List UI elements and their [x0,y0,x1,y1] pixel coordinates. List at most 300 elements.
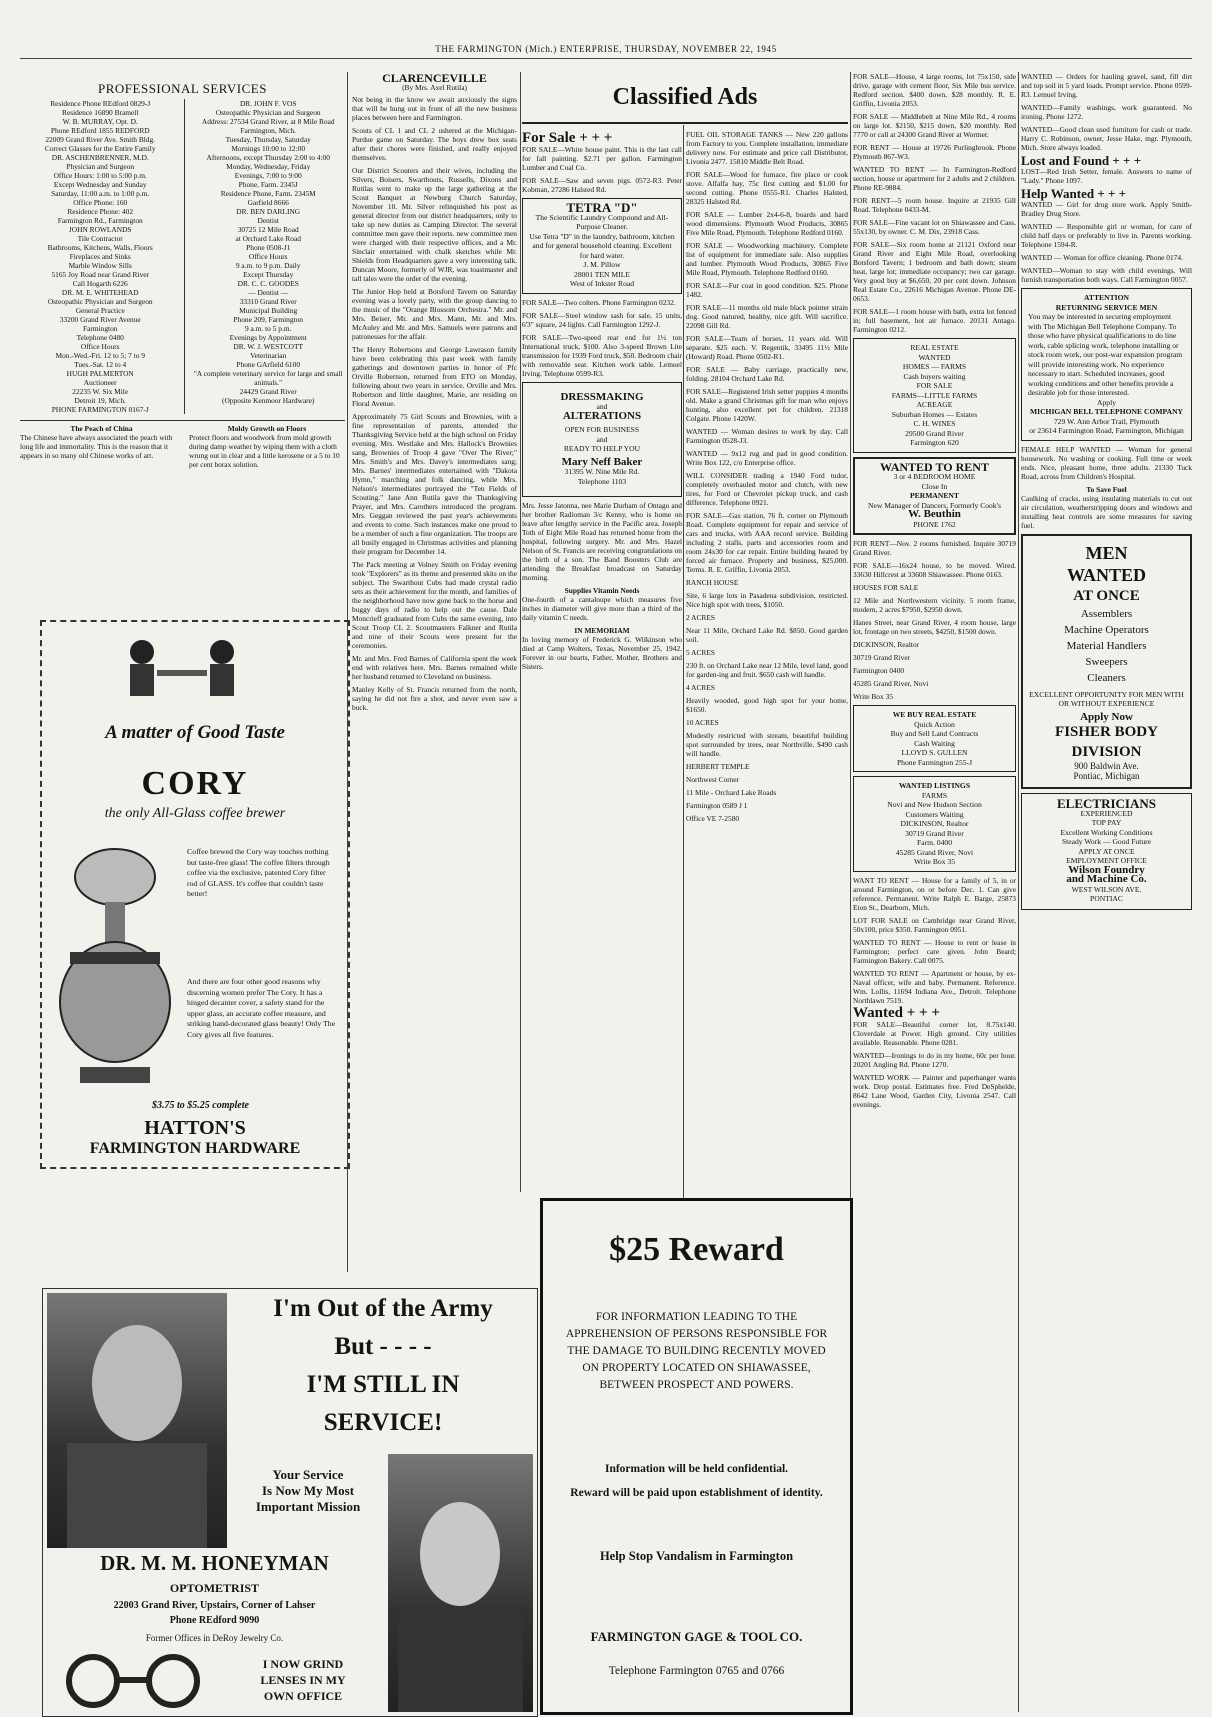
classified-ad: FOR SALE—Wood for furnace, fire place or cook stove. Alfalfa hay, 75c first cutting and $1.00 for second cutting. Phone 0555-R1. Charles Halsted, 28325 Halsted Rd. [686,170,848,206]
wanted-header: Wanted + + + [853,1004,940,1021]
classified-ad: Northwest Corner [686,775,740,784]
professional-line: 33310 Grand River [239,297,297,306]
classified-ad: WANTED TO RENT — In Farmington-Redford section, house or apartment for 2 adults and 2 children. Phone RE-9884. [853,165,1016,192]
professional-line: HUGH PALMERTON [66,369,134,378]
reward-conf2: Reward will be paid upon establishment of identity. [570,1487,823,1499]
classified-ad: FOR SALE — Middlebelt at Nine Mile Rd., 4 rooms on large lot. $2150, $215 down, $20 monthly. Red 7770 or call at 24300 Grand River at Wormer. [853,112,1016,139]
classified-column-6 [1021,72,1192,1712]
classified-ad: 5 ACRES [686,648,715,657]
classified-ad: 30719 Grand River [853,653,911,662]
men-l2: WANTED [1066,564,1146,585]
men-l1: MEN [1085,542,1128,563]
classified-list-5c [853,876,1016,1005]
men-apply: Apply Now [1080,710,1133,723]
soldier-portrait [47,1293,227,1548]
classified-ad: 45285 Grand River, Novi [853,679,929,688]
dress-l1: DRESSMAKING [560,390,644,403]
professional-line: Mornings 10:00 to 12:00 [231,144,306,153]
professional-line: 30725 12 Mile Road [237,225,299,234]
honey-phone: Phone REdford 9090 [169,1615,260,1626]
professional-line: Except Wednesday and Sunday [53,180,147,189]
professional-line: Phone 0508-J1 [246,243,291,252]
news-paragraph: Scouts of CL 1 and CL 2 ushered at the Michigan-Purdue game on Saturday. The boys drew box seats after their chores were finished, and really enjoyed themselves. [352,126,517,162]
professional-line: Bathrooms, Kitchens, Walls, Floors [47,243,153,252]
classified-ad: Farmington 0589 J 1 [686,801,748,810]
professional-line: DR. JOHN F. VOS [239,99,297,108]
professional-line: Mon.-Wed.-Fri. 12 to 5; 7 to 9 [55,351,145,360]
professional-line: Detroit 19, Mich. [74,396,126,405]
cory-sub: the only All-Glass coffee brewer [104,806,286,821]
professional-left [20,99,185,414]
classified-ad: FOR SALE—Two colters. Phone Farmington 0232. [522,297,676,307]
cory-tagline: A matter of Good Taste [105,722,285,743]
professional-line: Afternoons, except Thursday 2:00 to 4:00 [206,153,330,162]
men-excellent: EXCELLENT OPPORTUNITY FOR MEN WITH OR WITHOUT EXPERIENCE [1029,689,1184,708]
professional-line: Office Phone: 160 [73,198,128,207]
classified-ad: WANTED — Responsible girl or woman, for care of child half days or preferably to live in. Parents working. Telephone 1594-R. [1021,222,1192,249]
we-buy-line: Buy and Sell Land Contracts [890,729,979,738]
classified-ad: WANTED — Woman for office cleaning. Phone 0174. [1021,253,1183,262]
real-estate-wanted-line: FOR SALE [916,381,953,390]
professional-line: Telephone 0480 [76,333,124,342]
wtr-l1: 3 or 4 BEDROOM HOME [893,472,976,481]
classified-ad: WANTED—Good clean used furniture for cash or trade. Harry C. Robinson, owner, Jesse Hake, mgr. Plymouth, Mich. Store always loaded. [1021,125,1192,152]
professional-line: Evenings by Appointment [229,333,307,342]
men-role: Sweepers [1085,655,1128,668]
classified-ad: 10 ACRES [686,718,719,727]
classified-ad: WANT TO RENT — House for a family of 5, in or around Farmington, on or before Dec. 1. Can give reference. Permanent. Write Ralph E. Barge, 25873 Eton St., Dearborn, Mich. [853,875,1016,912]
professional-line: Address: 27534 Grand River, at 8 Mile Road [201,117,335,126]
wanted-listings-line: Customers Waiting [905,809,964,819]
professional-line: Phone GArfield 6100 [236,360,301,369]
couple-illustration [102,630,262,700]
professional-line: Auctioneer [83,378,117,387]
classified-ad: Heavily wooded, good high spot for your home, $1650. [686,696,848,714]
news-paragraph: The Pack meeting at Volney Smith on Friday evening took "Explorers" as its theme and presented skits on the subject. The Swarthout Cubs had made crystal radio sets as their achievement for the month, and families of the neighborhood have now gone back to the horse and buggy days of radio to help out the cause. Dale Moncrieff graduated from Cubs the same evening, into Scout Troop CL 2. Scoutmasters Falkner and Rutila and nine of their Scouts were present for the ceremonies. [352,560,517,650]
professional-line: (Opposite Kenmoor Hardware) [222,396,315,405]
professional-line: W. B. MURRAY, Opt. D. [62,117,138,126]
jatonna-news: Mrs. Jesse Jatonna, nee Marie Durham of Ontago and her brother Radioman 3/c Kenny, who is home on leave after lengthy service in the Pacific area. Joseph Toth of Eight Mile Road has returned home from the hospital, following surgery. Mr. and Mrs. Hazel Nelson of St. Francis are receiving congratulations on the birth of a son. The Band Boosters Club are attending the Breakfast broadcast on Saturday morning. [522,501,682,582]
eyeglasses-icon [53,1651,213,1711]
classified-ad: FOR SALE—Fur coat in good condition. $25. Phone 1482. [686,281,848,299]
elec-l1: EXPERIENCED [1080,808,1133,818]
classified-ad: FOR SALE—Registered Irish setter puppies 4 months old. Make a grand Christmas gift for man who enjoys hunting, also excellent pet for children. 21318 Colgate. Phone 1420W. [686,387,848,423]
wanted-listings-line: 30719 Grand River [905,828,964,838]
elec-l6: EMPLOYMENT OFFICE [1066,856,1147,865]
dress-l3: ALTERATIONS [562,409,642,422]
store-name: HATTON'S [144,1117,246,1139]
moldy-item [189,424,345,469]
elec-l2: TOP PAY [1091,818,1122,827]
wanted-listings-line: Farm. 0400 [916,838,952,847]
store-name-2: FARMINGTON HARDWARE [89,1140,301,1157]
for-sale-list-a [522,145,682,194]
soldier-photo [47,1293,227,1548]
professional-line: Call Hogarth 6226 [72,279,128,288]
attention-title: ATTENTION [1083,293,1129,302]
wtr-l2: Close In [921,481,948,491]
tetra-line: 28001 TEN MILE [574,269,630,279]
classified-ad: Write Box 35 [853,692,893,701]
tetra-line: The Scientific Laundry Compound and All-Purpose Cleaner. [535,212,669,231]
professional-line: DR. M. E. WHITEHEAD [61,288,139,297]
dress-l6: READY TO HELP YOU [563,444,641,453]
real-estate-wanted-line: Cash buyers waiting [903,371,966,381]
professional-line: 22235 W. Six Mile [72,387,129,396]
classified-ad: 4 ACRES [686,683,715,692]
classified-ad: WILL CONSIDER trading a 1940 Ford tudor, completely overhauled motor and clutch, with new tires, for Ford or Chevrolet pickup truck, and cash difference. Telephone 0921. [686,471,848,507]
cory-body-1: Coffee brewed the Cory way touches nothing but taste-free glass! The coffee filters through coffee via the exclusive, patented Cory filter rod of GLASS. It's coffee that couldn't taste better! [187,847,330,899]
classified-ad: FOR RENT — House at 19726 Purlingbrook. Phone Plymouth 867-W3. [853,143,1016,161]
for-sale-header: For Sale + + + [522,130,613,146]
honey-h3: I'M STILL IN [306,1371,460,1398]
classified-header [522,74,848,124]
cory-brand: CORY [141,765,249,802]
professional-line: DR. C. C. GOODES [237,279,299,288]
peach-item [20,424,183,469]
classified-ad: 11 Mile - Orchard Lake Roads [686,788,777,797]
news-paragraph: The Junior Hop held at Botsford Tavern on Saturday evening was a lovely party, with the group dancing to the music of the "Orange Blossom Orchestra." Mr. and Mrs. Beiser, Mr. and Mrs. Mann, Mr. and Mrs. McAuley and Mr. and Mrs. Samuels were patrons and patronesses for the affair. [352,287,517,341]
female-help-ad: FEMALE HELP WANTED — Woman for general housework. No washing or cooking. Full time or week ends. Nice, pleasant home, three adults. 21330 Tuck Road, across from Children's Hospital. [1021,444,1192,481]
memoriam-title: IN MEMORIAM [574,626,630,635]
classified-ad: FOR SALE—Saw and seven pigs. 0572-R3. Peter Kobman, 27286 Halsted Rd. [522,176,682,194]
men-l3: AT ONCE [1073,587,1140,604]
professional-line: Correct Glasses for the Entire Family [44,144,156,153]
help-wanted-header: Help Wanted + + + [1021,186,1127,201]
men-role: Material Handlers [1066,639,1147,652]
classified-ad: HOUSES FOR SALE [853,583,919,592]
classified-ad: Office VE 7-2580 [686,814,740,823]
wanted-listings-ad [853,776,1016,872]
real-estate-wanted-line: WANTED [918,352,951,362]
attention-addr2: or 23614 Farmington Road, Farmington, Michigan [1029,426,1184,435]
classified-title: Classified Ads [612,84,758,110]
moldy-title: Moldy Growth on Floors [227,424,307,433]
professional-right [191,99,345,414]
attention-addr1: 729 W. Ann Arbor Trail, Plymouth [1053,416,1160,426]
classified-ad: Farmington 0400 [853,666,905,675]
classified-column-4 [686,130,848,1195]
coffee-brewer-image [50,837,180,1097]
men-role: Cleaners [1087,671,1126,684]
men-addr2: Pontiac, Michigan [1073,770,1140,781]
classified-ad: FOR SALE—Fine vacant lot on Shiawassee and Cass. 55x130, by owner. C. M. Dix, 23918 Cass. [853,218,1016,236]
honey-grind3: OWN OFFICE [263,1689,343,1703]
professional-line: Dentist [257,216,279,225]
professional-line: Saturday, 11:00 a.m. to 1:00 p.m. [51,189,150,198]
attention-ad [1021,288,1192,441]
classified-ad: Hanes Street, near Grand River, 4 room house, large lot, frontage on two streets, $4250, $1500 down. [853,618,1016,636]
wtr-l4: New Manager of Dancers, Formerly Cook's [868,500,1001,510]
tetra-ad [522,198,682,294]
professional-line: at Orchard Lake Road [235,234,301,243]
elec-title: ELECTRICIANS [1057,796,1156,811]
classified-ad: FOR SALE—16x24 house, to be moved. Wired. 33630 Hillcrest at 33608 Shiawassee. Phone 0163. [853,561,1016,579]
memoriam-text: In loving memory of Frederick G. Wilkinson who died at Camp Wolters, Texas, November 25, 1942. Forever in our hearts, Father, Mother, Brothers and Sisters. [522,635,682,671]
we-buy-line: Phone Farmington 255-J [896,757,973,767]
professional-line: PHONE FARMINGTON 0167-J [51,405,149,414]
classified-ad: FOR SALE—11 months old male black pointer strain dog. Good natured, healthy, nice gift. Will sacrifice. 22098 Gill Rd. [686,303,848,330]
real-estate-wanted-line: REAL ESTATE [910,343,959,352]
news-paragraph: Not being in the know we await anxiously the signs that will be hung out in front of all the new business places between here and Farmington. [352,95,517,122]
reward-ad [540,1198,853,1715]
attention-text: You may be interested in securing employment with The Michigan Bell Telephone Company. To those who have physical qualifications to do line work, cable splicing work, telephone installing or stock room work, our post-war expansion program will provide interesting work. No experience necessary to start. Scheduled increases, good working conditions and other benefits provide a desirable job for those interested. [1028,312,1183,397]
professional-title: PROFESSIONAL SERVICES [98,81,267,96]
cory-price: $3.75 to $5.25 complete [152,1100,249,1111]
professional-line: Municipal Building [239,306,298,315]
professional-line: Garfield 8666 [247,198,289,207]
classified-ad: FUEL OIL STORAGE TANKS — New 220 gallons from Factory to you. Complete installation, immediate delivery now. For estimate and price call Distributor, Livonia 2477. 15810 Middle Belt Road. [686,130,848,166]
professional-line: Monday, Wednesday, Friday [226,162,311,171]
classified-ad: FOR RENT—Nov. 2 rooms furnished. Inquire 30719 Grand River. [853,539,1016,557]
masthead: THE FARMINGTON (Mich.) ENTERPRISE, THURSDAY, NOVEMBER 22, 1945 [435,44,777,54]
honey-addr: 22003 Grand River, Upstairs, Corner of Lahser [113,1600,316,1611]
professional-line: 33200 Grand River Avenue [59,315,141,324]
classified-ad: WANTED — Woman desires to work by day. Call Farmington 0528-J3. [686,427,848,445]
wtr-phone: PHONE 1762 [913,519,956,529]
classified-ad: Modestly restricted with stream, beautiful building spot surrounded by trees, near Northville. $490 cash will handle. [686,731,848,758]
reward-slogan: Help Stop Vandalism in Farmington [599,1549,794,1563]
classified-ad: WANTED—Woman to stay with child evenings. Will furnish transportation both ways. Call Farmington 0057. [1021,266,1192,284]
classified-ad: WANTED—Family washings, work guaranteed. No ironing. Phone 1272. [1021,103,1192,121]
professional-line: 24429 Grand River [239,387,297,396]
men-role: Assemblers [1080,607,1133,620]
professional-line: "A complete veterinary service for large and small animals." [193,369,343,387]
elec-company1: Wilson Foundry [1068,863,1145,876]
lost-ad: LOST—Red Irish Setter, female. Answers to name of "Lady." Phone 1097. [1021,167,1192,185]
news-paragraph: Our District Scouters and their wives, including the Silvers, Boisers, Swarthouts, Russells, Dixons and Rutilas went to make up the large gathering at the Scout Banquet at Newburg Church Saturday, November 10. Mr. Silver relinquished his post as general director from our district headquarters, only to take up new duties as Camping Director. The several committee men gave their reports. new committee men were charged with their respective offices, and a Mr. Sinclair entertained with chalk sketches while Mr. Shields from Headquarters gave a very interesting talk. Duncan Moore, formerly of WJR, was toastmaster and tall tales were the order of the evening. [352,166,517,283]
elec-l4: Steady Work — Good Future [1061,837,1152,846]
classified-ad: FOR SALE—Two-speed rear end for 1½ ton International truck, $100. Also 3-speed Brown Lite transmission for 1939 Ford truck, $50. Bedroom chair with removable seat. Kitchen work table. Lemuel Irving. Telephone 0599-R3. [522,332,682,378]
real-estate-wanted-line: Suburban Homes — Estates [891,409,978,419]
elec-company2: and Machine Co. [1066,873,1147,885]
professional-line: 5165 Joy Road near Grand River [51,270,149,279]
professional-line: Residence Phone: 402 [67,207,134,216]
save-fuel-text: Caulking of cracks, using insulating materials to cut out air circulation, weatherstripping doors and windows and installing heat controls are some measures for saving fuel. [1021,493,1192,530]
classified-list-5b [853,539,1016,701]
clarenceville-byline: (By Mrs. Axel Rutila) [402,83,467,92]
tetra-line: Use Tetra "D" in the laundry, bathroom, kitchen and for general household cleaning. Excellent for hard water. [529,231,675,260]
elec-l5: APPLY AT ONCE [1078,846,1135,856]
tetra-line: J. M. Pillow [583,260,621,269]
honey-h4: SERVICE! [323,1409,443,1436]
help-wanted-list [1021,200,1192,284]
news-paragraph: Approximately 75 Girl Scouts and Brownies, with a fine representation of parents, attended the Thanksgiving Service held at the high school on Friday evening. Mrs. Westlake and Mrs. Hallock's Brownies sang, Brownies of Troop 4 gave "Over The River;" Mrs. Smith's and Mrs. Davey's intermediates sang; Mrs. Barnes' intermediates entertained with "Dakota Hymn," marching and folk dancing, while Mrs. Nelson's intermediates portrayed the "Ten Fields of Scouting." Jane Ann Rutila gave the Thanksgiving Prayer, and Mrs. Carothers introduced the program. Mrs. Geggan reviewed the past year's achievements and events to come. Such instances make one proud to be a member of such a fine organization. The troops are all busily engaged in Christmas activities and planning their program for December 14. [352,412,517,556]
wanted-listings-title: WANTED LISTINGS [898,781,971,790]
reward-body: FOR INFORMATION LEADING TO THE APPREHENSION OF PERSONS RESPONSIBLE FOR THE DAMAGE TO BUILDING RECENTLY MOVED ON PROPERTY LOCATED ON SHIAWASSEE, BETWEEN PROSPECT AND POWERS. [565,1311,828,1391]
honey-title: OPTOMETRIST [169,1581,260,1595]
peach-text: The Chinese have always associated the peach with long life and immortality. This is the reason that it appears in so many old Chinese works of art. [20,433,173,460]
honey-h2: But - - - - [334,1333,432,1360]
reward-phone: Telephone Farmington 0765 and 0766 [608,1665,785,1677]
classified-column-3 [522,130,682,1195]
cory-ad [40,620,350,1169]
classified-list-4 [686,130,848,823]
professional-line: Marble Window Sills [68,261,132,270]
men-roles [1027,606,1186,686]
professional-line: Tile Contractor [77,234,123,243]
we-buy-line: Quick Action [914,719,955,729]
professional-line: Physician and Surgeon [66,162,135,171]
classified-list-5a [853,72,1016,334]
wtr-title: WANTED TO RENT [880,459,989,474]
professional-line: Residence Phone REdford 0829-J [50,99,151,108]
professional-line: DR. W. J. WESTCOTT [233,342,304,351]
we-buy-ad [853,705,1016,772]
classified-ad: FOR SALE—White house paint. This is the last call for fall painting. $2.71 per gallon. Farmington Lumber and Coal Co. [522,145,682,172]
wanted-to-rent-ad [853,457,1016,536]
classified-ad: WANTED — Orders for hauling gravel, sand, fill dirt and top soil in 5 yard loads. Prompt service. Phone 0599-R3. Lemuel Irving. [1021,72,1192,99]
classified-ad: FOR SALE — Baby carriage, practically new, folding. 28104 Orchard Lake Rd. [686,365,848,383]
honey-former: Former Offices in DeRoy Jewelry Co. [145,1633,284,1643]
classified-ad: FOR SALE—Gas station, 76 ft. corner on Plymouth Road. Complete equipment for repair and service of cars and trucks, with AAA record service. Building including 2 stalls, parts and accessories room and room 24x30 for car repair. Entire building heated by forced air furnace. Property and business, $25,000. Terms. R. E. Griffin, Livonia 2053. [686,511,848,574]
honey-mission3: Important Mission [255,1499,361,1514]
professional-line: Office Hours [248,252,288,261]
real-estate-wanted-line: HOMES — FARMS [902,362,967,371]
column-rule [520,72,521,1192]
professional-line: 9 a.m. to 9 p.m. Daily [235,261,301,270]
professional-line: Farmington Rd., Farmington [57,216,143,225]
classified-ad: FOR SALE—Team of horses, 11 years old. Will separate. $25 each. V. Regentik, 33495 11½ Mile (Howard) Road. Phone 0502-R1. [686,334,848,361]
real-estate-wanted-ad [853,338,1016,453]
classified-ad: DICKINSON, Realtor [853,640,920,649]
classified-ad: FOR SALE—Beautiful corner lot, 8.75x140. Cloverdale at Power. High ground. City utilities available. Reasonable. Phone 0281. [853,1019,1016,1047]
reward-conf1: Information will be held confidential. [604,1463,789,1475]
professional-services [20,80,345,469]
professional-line: Farmington [82,324,118,333]
dressmaking-ad [522,382,682,498]
classified-ad: HERBERT TEMPLE [686,762,750,771]
reward-title: $25 Reward [609,1231,784,1268]
professional-line: Veterinarian [250,351,287,360]
elec-addr2: PONTIAC [1090,894,1123,903]
professional-line: Office Hours [80,342,120,351]
classified-ad: FOR SALE — Lumber 2x4-6-8, boards and hard wood dimensions. Plymouth Wood Products, 30865 Five Mile Road, Plymouth. Telephone Redford 0160. [686,210,848,237]
real-estate-wanted-line: FARMS—LITTLE FARMS [891,390,978,400]
column-rule [683,125,684,1200]
tetra-title: TETRA "D" [566,200,638,215]
lost-found-header: Lost and Found + + + [1021,153,1142,168]
professional-line: Osteopathic Physician and Surgeon [47,297,153,306]
peach-title: The Peach of China [70,424,133,433]
classified-list-6 [1021,72,1192,152]
men-addr1: 900 Baldwin Ave. [1074,761,1139,771]
elec-addr1: WEST WILSON AVE. [1071,884,1142,894]
professional-line: Fireplaces and Sinks [69,252,131,261]
we-buy-line: Cash Waiting [914,738,955,748]
professional-line: Except Thursday [243,270,294,279]
vitamin-title: Supplies Vitamin Needs [564,586,640,595]
clarenceville-column [352,74,517,1274]
wtr-l3: PERMANENT [910,491,959,500]
save-fuel-title: To Save Fuel [1086,484,1127,494]
professional-line: Office Hours: 1:00 to 5:00 p.m. [53,171,147,180]
professional-line: Evenings, 7:00 to 9:00 [234,171,302,180]
classified-ad: FOR SALE—Steel window sash for sale, 15 units, 6'3" square, 24 lights. Call Farmington 1292-J. [522,310,682,329]
professional-line: General Practice [75,306,125,315]
news-paragraph: Mr. and Mrs. Fred Barnes of California spent the week end with relatives here. Mrs. Barnes remained while her husband returned to Cleveland on business. [352,654,517,681]
men-company1: FISHER BODY [1055,724,1158,740]
classified-ad: Site, 6 large lots in Pasadena subdivision, restricted. Nice high spot with trees, $1050. [686,591,848,609]
professional-line: Phone, Farm. 2345J [238,180,298,189]
wanted-listings-line: FARMS [921,790,948,800]
dress-tel: Telephone 1103 [577,476,627,486]
classified-ad: FOR SALE — Woodworking machinery. Complete list of equipment for immediate sale. Also supplies and lumber. Plymouth Wood Products, 30865 Five Mile Road, Plymouth. Telephone Redford 0160. [686,241,848,277]
clarenceville-body [352,95,517,712]
cory-body-2: And there are four other good reasons why discerning women prefer The Cory. It has a hinged decanter cover, a safety stand for the upper glass, an accurate coffee measure, and striking hand-decorated glass beauty! Only The Cory gives all five features. [187,977,336,1039]
men-company2: DIVISION [1071,744,1142,760]
professional-line: DR. ASCHENBRENNER, M.D. [51,153,149,162]
doctor-portrait [388,1454,533,1712]
classified-ad: FOR RENT—5 room house. Inquire at 21935 Gill Road. Telephone 0433-M. [853,196,1016,214]
elec-l3: Excellent Working Conditions [1060,827,1153,837]
classified-list-5d [853,1020,1016,1109]
honey-mission2: Is Now My Most [261,1483,355,1498]
honeyman-ad [42,1288,538,1717]
classified-ad: RANCH HOUSE [686,578,739,587]
classified-ad: FOR SALE—House, 4 large rooms, lot 75x150, side drive, garage with cement floor, Six Mile bus service. Redford section. $400 down, $28 monthly. R. E. Griffin, Livonia 2053. [853,72,1016,108]
classified-ad: WANTED TO RENT — House to rent or lease in Farmington; perfect care given. John Beard; Farmington Bakery. Call 0075. [853,937,1016,965]
classified-ad: FOR SALE—Six room home at 21121 Oxford near Grand River and Eight Mile Road, overlooking Botsford Tavern; 1 bedroom and bath down; steam heat, large lot; immediate occupancy; two car garage. Very good buy at $6,650, 20 per cent down. Johnson Real Estate Co., 22616 Michigan Avenue. Phone DE-0653. [853,240,1016,303]
professional-line: Tues.-Sat. 12 to 4 [74,360,127,369]
attention-apply: Apply [1097,397,1116,407]
classified-ad: 2 ACRES [686,613,715,622]
professional-line: 9 a.m. to 5 p.m. [245,324,292,333]
classified-ad: WANTED—Ironings to do in my home, 60c per hour. 20201 Angling Rd. Phone 1270. [853,1050,1016,1069]
honey-name: DR. M. M. HONEYMAN [100,1551,329,1575]
men-wanted-ad [1021,534,1192,790]
for-sale-list-b [522,298,682,378]
classified-ad: WANTED TO RENT — Apartment or house, by ex-Naval officer, wife and baby. Permanent. Reference. Wm. Lollis, 11694 Indiana Ave., Detroit. Telephone Northlawn 7519. [853,968,1016,1005]
classified-ad: 12 Mile and Northwestern vicinity. 5 room frame, modern, 2 acres $7950, $2950 down. [853,596,1016,614]
wanted-listings-line: Novi and New Hudson Section [887,800,982,809]
attention-sub: RETURNING SERVICE MEN [1055,302,1158,312]
dress-addr: 31395 W. Nine Mile Rd. [564,467,640,476]
wanted-listings-line: 45285 Grand River, Novi [895,847,974,857]
professional-line: Phone 209, Farmington [233,315,304,324]
we-buy-title: WE BUY REAL ESTATE [892,710,977,719]
classified-ad: Near 11 Mile, Orchard Lake Rd. $850. Good garden soil. [686,626,848,644]
dress-l5: and [596,434,608,444]
tetra-line: West of Inkster Road [569,279,635,288]
professional-line: JOHN ROWLANDS [68,225,132,234]
men-role: Machine Operators [1064,623,1149,636]
clarenceville-title: CLARENCEVILLE [382,74,487,85]
real-estate-wanted-line: 29500 Grand River [905,428,964,438]
dress-l4: OPEN FOR BUSINESS [564,425,640,434]
honey-grind1: I NOW GRIND [262,1657,344,1671]
we-buy-line: LLOYD S. GULLEN [901,748,968,757]
real-estate-wanted-line: Farmington 620 [910,438,959,447]
real-estate-wanted-line: C. H. WINES [913,419,956,428]
real-estate-wanted-line: ACREAGE [916,400,953,409]
news-paragraph: The Henry Robertsons and George Lawrason family have been celebrating this past week with family gatherings and downtown parties in honor of Pfc Orville Robertson, returned from ETO on Monday, following about two years in service. Orville and Mrs. Robertson and little daughter, Marie, are residing on Floral Avenue. [352,345,517,408]
wtr-name: W. Beuthin [908,508,961,520]
classified-ad: LOT FOR SALE on Cambridge near Grand River, 50x100, price $350. Farmington 0951. [853,915,1016,934]
professional-line: Residence 16890 Bramell [62,108,139,117]
wanted-listings-line: Write Box 35 [913,857,956,866]
professional-line: Farmington, Mich. [240,126,297,135]
wanted-listings-line: DICKINSON, Realtor [900,819,969,828]
classified-ad: 230 ft. on Orchard Lake near 12 Mile, level land, good for garden-ing and fruit. $650 cash will handle. [686,661,848,679]
professional-line: Phone REdford 1855 REDFORD [50,126,150,135]
classified-ad: WANTED WORK — Painter and paperhanger wants work. Drop postal. Estimates free. Fred DeSphelde, 8642 Lane Wood, Garden City, Livonia 2547. Call evenings. [853,1072,1016,1109]
electricians-ad [1021,793,1192,910]
dress-l2: and [596,402,608,411]
honey-grind2: LENSES IN MY [260,1673,346,1687]
professional-line: Residence Phone, Farm. 2345M [220,189,316,198]
tetra-lines [529,213,675,289]
